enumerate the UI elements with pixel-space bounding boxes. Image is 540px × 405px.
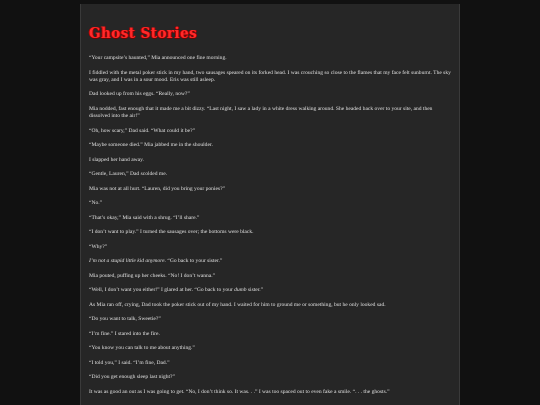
story-paragraph: “That’s okay,” Mia said with a shrug. “I’ll share.”	[89, 214, 200, 221]
story-paragraph: Mia pouted, puffing up her cheeks. “No! I don’t wanna.”	[89, 272, 216, 279]
story-paragraph: “I don’t want to play.” I turned the sausages over; the bottoms were black.	[89, 229, 254, 235]
story-body	[89, 55, 453, 403]
story-paragraph: “Your campsite’s haunted,” Mia announced one fine morning.	[89, 55, 227, 61]
story-paragraph: I slapped her hand away.	[89, 156, 144, 163]
story-paragraph: “Maybe someone died.” Mia jabbed me in the shoulder.	[89, 142, 213, 148]
story-paragraph: “You know you can talk to me about anything.”	[89, 345, 195, 351]
story-paragraph: Dad looked up from his eggs. “Really, now?”	[89, 91, 190, 98]
story-paragraph: Mia was not at all hurt. “Lauren, did you bring your ponies?”	[89, 185, 226, 192]
story-paragraph: “Did you get enough sleep last night?”	[89, 374, 175, 380]
italic-thought: I’m not a stupid little kid anymore.	[89, 258, 166, 264]
story-paragraph: “I’m fine.” I stared into the fire.	[89, 330, 160, 337]
story-paragraph: I’m not a stupid little kid anymore. “Go back to your sister.”	[89, 258, 223, 264]
story-paragraph: Mia nodded, fast enough that it made me a bit dizzy. “Last night, I saw a lady in a white dress walking around. She headed back over to your site, and then dissolved into the air!”	[89, 105, 433, 119]
story-paragraph: “Gentle, Lauren,” Dad scolded me.	[89, 171, 168, 177]
page-title: Ghost Stories	[89, 24, 198, 42]
story-paragraph: “Do you want to talk, Sweetie?”	[89, 316, 161, 322]
story-paragraph: It was as good an out as I was going to get. “No, I don’t think so. It was. . .” I was too spaced out to even fake a smile. “. . . the ghosts.”	[89, 388, 390, 395]
story-paragraph: “Why?”	[89, 243, 108, 250]
story-paragraph: “Well, I don’t want you either!” I glared at her. “Go back to your dumb sister.”	[89, 287, 264, 293]
story-paragraph: “No.”	[89, 200, 103, 206]
italic-emphasis: dumb	[234, 287, 247, 293]
story-paragraph: “I told you,” I said. “I’m fine, Dad.”	[89, 359, 170, 366]
page-column	[80, 4, 460, 405]
story-paragraph: I fiddled with the metal poker stick in my hand, two sausages speared on its forked head. I was crouching so close to the flames that my face felt sunburnt. The sky was gray, and I was in a sour mood. Eris was still asleep.	[89, 69, 451, 83]
story-paragraph: “Oh, how scary,” Dad said. “What could it be?”	[89, 127, 196, 134]
story-paragraph: As Mia ran off, crying, Dad took the poker stick out of my hand. I waited for him to ground me or something, but he only looked sad.	[89, 301, 386, 308]
